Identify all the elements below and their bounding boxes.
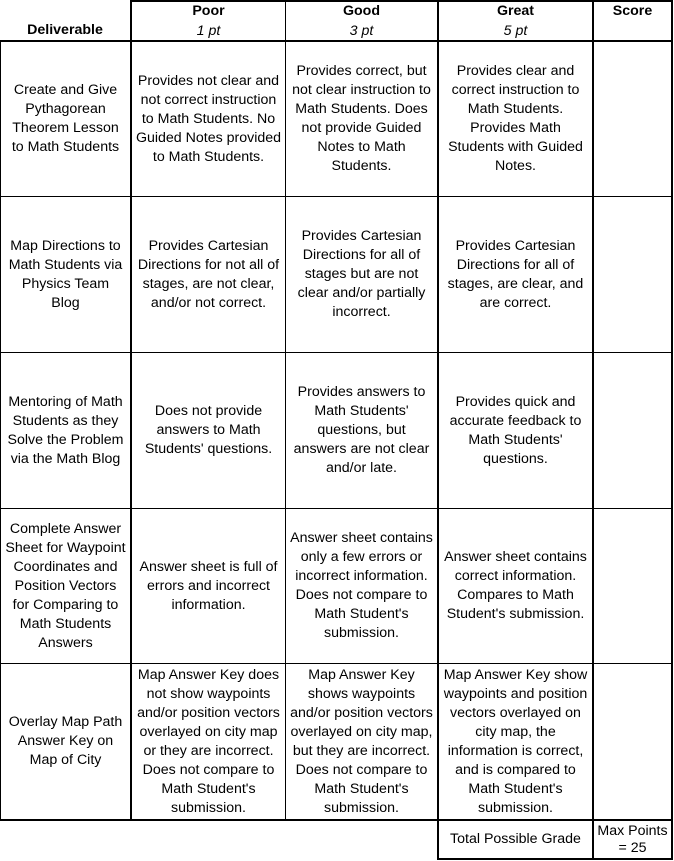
row-2-poor: Provides Cartesian Directions for not all of stages, are not clear, and/or not correct. [137,237,280,311]
row-4-score[interactable] [594,509,671,663]
row-1-good: Provides correct, but not clear instruction to Math Students. Does not provide Guided Notes to Math Students. [292,63,431,174]
total-possible-grade-label: Total Possible Grade [450,831,581,847]
row-2-great: Provides Cartesian Directions for all of stages, are clear, and are correct. [447,237,584,311]
row-1-deliverable: Create and Give Pythagorean Theorem Lesson to Math Students [11,82,120,155]
row-4-deliverable: Complete Answer Sheet for Waypoint Coordinates and Position Vectors for Comparing to Math Students Answers [5,520,126,651]
row-5-poor: Map Answer Key does not show waypoints and/or position vectors overlayed on city map or they are incorrect. Does not compare to Math Student's submission. [137,666,280,816]
row-5-good: Map Answer Key shows waypoints and/or position vectors overlayed on city map, but they are incorrect. Does not compare to Math Student's submission. [290,666,433,816]
row-1-great: Provides clear and correct instruction to Math Students. Provides Math Students with Guided Notes. [448,63,583,174]
header-good-points: 3 pt [349,23,374,39]
header-great: Great [496,3,535,19]
row-5-deliverable: Overlay Map Path Answer Key on Map of City [8,714,123,768]
row-4-poor: Answer sheet is full of errors and incorrect information. [139,558,278,613]
header-poor-points: 1 pt [196,23,221,39]
row-4-good: Answer sheet contains only a few errors or incorrect information. Does not compare to Math Student's submission. [290,530,433,641]
rule-right [671,0,673,860]
row-2-good: Provides Cartesian Directions for all of stages but are not clear and/or partially incorrect. [297,228,426,320]
row-3-good: Provides answers to Math Students' questions, but answers are not clear and/or late. [293,384,430,476]
row-3-score[interactable] [594,353,671,508]
row-3-poor: Does not provide answers to Math Students' questions. [144,403,273,457]
row-2-score[interactable] [594,197,671,352]
header-good: Good [342,3,381,19]
max-points: Max Points = 25 [597,822,668,856]
header-poor: Poor [192,3,225,19]
header-score: Score [612,3,653,19]
row-3-great: Provides quick and accurate feedback to Math Students' questions. [449,393,582,467]
row-5-great: Map Answer Key show waypoints and position vectors overlayed on city map, the information is correct, and is compared to Math Student's submission. [443,666,588,816]
row-1-poor: Provides not clear and not correct instruction to Math Students. No Guided Notes provided to Math Students. [135,72,282,165]
row-4-great: Answer sheet contains correct information. Compares to Math Student's submission. [444,549,587,622]
header-deliverable: Deliverable [27,22,103,38]
row-1-score[interactable] [594,42,671,196]
row-5-score[interactable] [594,664,671,819]
row-2-deliverable: Map Directions to Math Students via Physics Team Blog [8,237,123,311]
rule-footer-bottom [437,858,673,860]
row-3-deliverable: Mentoring of Math Students as they Solve the Problem via the Math Blog [7,393,124,467]
header-great-points: 5 pt [503,23,528,39]
